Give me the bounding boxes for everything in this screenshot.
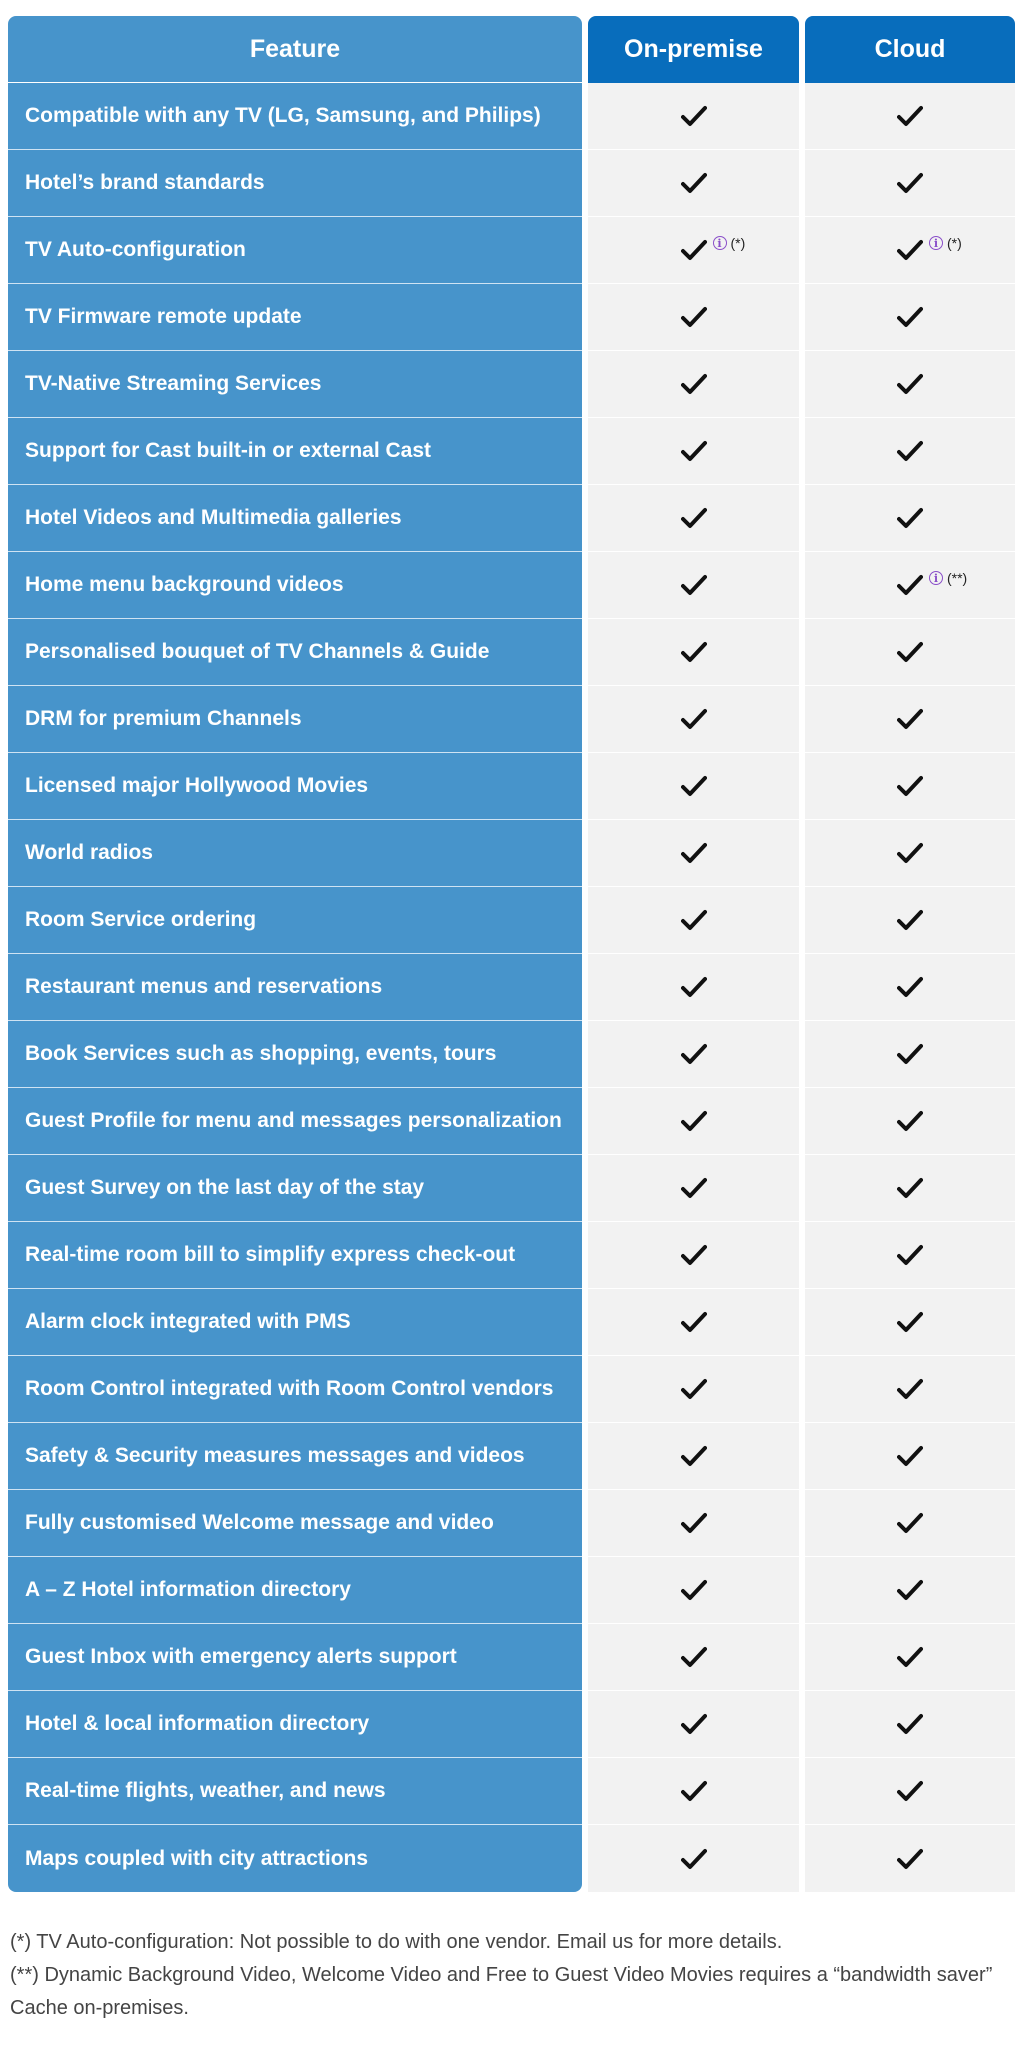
feature-cell: Fully customised Welcome message and video bbox=[8, 1490, 582, 1557]
info-icon: i bbox=[929, 571, 943, 585]
cloud-column bbox=[805, 16, 1015, 1892]
onpremise-cell bbox=[588, 418, 799, 485]
cloud-cell bbox=[805, 418, 1015, 485]
check-icon bbox=[897, 909, 923, 931]
feature-cell: Maps coupled with city attractions bbox=[25, 1846, 369, 1870]
feature-cell: Home menu background videos bbox=[8, 552, 582, 619]
footnote-ref: (**) bbox=[947, 570, 968, 586]
onpremise-header: On-premise bbox=[588, 16, 799, 83]
onpremise-cell bbox=[588, 1624, 799, 1691]
check-icon bbox=[681, 306, 707, 328]
check-icon bbox=[681, 574, 707, 596]
check-icon bbox=[681, 909, 707, 931]
check-icon bbox=[897, 1579, 923, 1601]
feature-column bbox=[8, 16, 582, 1892]
onpremise-cell bbox=[588, 1557, 799, 1624]
check-icon bbox=[681, 1579, 707, 1601]
check-icon bbox=[897, 373, 923, 395]
check-icon bbox=[681, 1780, 707, 1802]
onpremise-cell bbox=[588, 150, 799, 217]
footnote-ref: (*) bbox=[730, 235, 746, 251]
check-icon bbox=[681, 1311, 707, 1333]
feature-header: Feature bbox=[8, 16, 582, 83]
onpremise-cell bbox=[588, 1423, 799, 1490]
feature-cell: Restaurant menus and reservations bbox=[8, 954, 582, 1021]
footnote-marker bbox=[713, 235, 746, 251]
check-icon bbox=[897, 570, 968, 596]
check-icon bbox=[681, 976, 707, 998]
check-icon bbox=[681, 775, 707, 797]
check-icon bbox=[897, 306, 923, 328]
cloud-cell bbox=[805, 887, 1015, 954]
check-icon bbox=[897, 1177, 923, 1199]
cloud-cell bbox=[805, 1758, 1015, 1825]
feature-cell: Alarm clock integrated with PMS bbox=[8, 1289, 582, 1356]
onpremise-cell bbox=[588, 619, 799, 686]
feature-cell: Real-time room bill to simplify express check-out bbox=[8, 1222, 582, 1289]
onpremise-cell bbox=[588, 887, 799, 954]
cloud-cell bbox=[805, 1624, 1015, 1691]
feature-cell: Guest Survey on the last day of the stay bbox=[8, 1155, 582, 1222]
check-icon bbox=[897, 172, 923, 194]
feature-cell: DRM for premium Channels bbox=[8, 686, 582, 753]
cloud-cell bbox=[805, 485, 1015, 552]
check-icon bbox=[897, 440, 923, 462]
check-icon bbox=[897, 1110, 923, 1132]
check-icon bbox=[897, 1244, 923, 1266]
cloud-cell bbox=[805, 954, 1015, 1021]
check-icon bbox=[897, 1311, 923, 1333]
check-icon bbox=[681, 1512, 707, 1534]
check-icon bbox=[681, 105, 707, 127]
cloud-header: Cloud bbox=[805, 16, 1015, 83]
cloud-cell bbox=[805, 820, 1015, 887]
check-icon bbox=[897, 1378, 923, 1400]
check-icon bbox=[897, 708, 923, 730]
feature-cell: Room Service ordering bbox=[8, 887, 582, 954]
check-icon bbox=[897, 105, 923, 127]
check-icon bbox=[897, 1780, 923, 1802]
cloud-cell bbox=[805, 1155, 1015, 1222]
cloud-cell bbox=[805, 351, 1015, 418]
feature-cell: Hotel Videos and Multimedia galleries bbox=[8, 485, 582, 552]
onpremise-cell bbox=[588, 1825, 799, 1892]
feature-cell: A – Z Hotel information directory bbox=[8, 1557, 582, 1624]
check-icon bbox=[897, 1043, 923, 1065]
cloud-cell bbox=[805, 1021, 1015, 1088]
footnote-marker bbox=[929, 235, 962, 251]
onpremise-cell bbox=[588, 1691, 799, 1758]
cloud-cell bbox=[805, 1423, 1015, 1490]
check-icon bbox=[897, 641, 923, 663]
check-icon bbox=[681, 1177, 707, 1199]
check-icon bbox=[897, 235, 962, 261]
onpremise-cell bbox=[588, 552, 799, 619]
feature-cell: Hotel & local information directory bbox=[8, 1691, 582, 1758]
check-icon bbox=[681, 842, 707, 864]
check-icon bbox=[681, 373, 707, 395]
feature-cell: Room Control integrated with Room Control vendors bbox=[8, 1356, 582, 1423]
onpremise-cell bbox=[588, 1490, 799, 1557]
check-icon bbox=[681, 1646, 707, 1668]
check-icon bbox=[681, 1378, 707, 1400]
footnote-auto-configuration: (*) TV Auto-configuration: Not possible to do with one vendor. Email us for more details. bbox=[10, 1931, 783, 1953]
onpremise-cell bbox=[588, 351, 799, 418]
feature-cell: Guest Profile for menu and messages personalization bbox=[8, 1088, 582, 1155]
cloud-cell bbox=[805, 1490, 1015, 1557]
feature-cell: Support for Cast built-in or external Cast bbox=[8, 418, 582, 485]
check-icon bbox=[897, 1713, 923, 1735]
check-icon bbox=[681, 1043, 707, 1065]
footnote-marker bbox=[929, 570, 967, 586]
cloud-cell bbox=[805, 1825, 1015, 1892]
info-icon: i bbox=[929, 236, 943, 250]
onpremise-cell bbox=[588, 1758, 799, 1825]
onpremise-cell bbox=[588, 1222, 799, 1289]
feature-cell: Book Services such as shopping, events, tours bbox=[8, 1021, 582, 1088]
check-icon bbox=[681, 708, 707, 730]
footnote-ref: (*) bbox=[947, 235, 962, 251]
check-icon bbox=[897, 1512, 923, 1534]
check-icon bbox=[681, 440, 707, 462]
check-icon bbox=[897, 842, 923, 864]
check-icon bbox=[681, 641, 707, 663]
check-icon bbox=[681, 1244, 707, 1266]
cloud-cell bbox=[805, 150, 1015, 217]
onpremise-cell bbox=[588, 485, 799, 552]
check-icon bbox=[897, 1445, 923, 1467]
onpremise-cell bbox=[588, 217, 799, 284]
feature-cell: Hotel’s brand standards bbox=[8, 150, 582, 217]
check-icon bbox=[681, 172, 707, 194]
check-icon bbox=[897, 1646, 923, 1668]
cloud-cell bbox=[805, 1222, 1015, 1289]
feature-cell: World radios bbox=[8, 820, 582, 887]
onpremise-cell bbox=[588, 820, 799, 887]
cloud-cell bbox=[805, 552, 1015, 619]
footnote-bandwidth-saver: (**) Dynamic Background Video, Welcome Video and Free to Guest Video Movies requires a “bandwidth saver” Cache on-premises. bbox=[10, 1964, 993, 2019]
cloud-cell bbox=[805, 83, 1015, 150]
footnotes bbox=[10, 1926, 1000, 2025]
check-icon bbox=[897, 976, 923, 998]
onpremise-cell bbox=[588, 1088, 799, 1155]
onpremise-cell bbox=[588, 1021, 799, 1088]
cloud-cell bbox=[805, 753, 1015, 820]
feature-cell: TV Firmware remote update bbox=[8, 284, 582, 351]
feature-cell: TV Auto-configuration bbox=[8, 217, 582, 284]
onpremise-cell bbox=[588, 1356, 799, 1423]
check-icon bbox=[681, 1713, 707, 1735]
check-icon bbox=[897, 507, 923, 529]
cloud-cell bbox=[805, 686, 1015, 753]
check-icon bbox=[681, 1110, 707, 1132]
cloud-cell bbox=[805, 619, 1015, 686]
feature-cell: Guest Inbox with emergency alerts support bbox=[8, 1624, 582, 1691]
cloud-cell bbox=[805, 1356, 1015, 1423]
onpremise-cell bbox=[588, 83, 799, 150]
feature-cell: Safety & Security measures messages and videos bbox=[8, 1423, 582, 1490]
onpremise-cell bbox=[588, 284, 799, 351]
check-icon bbox=[681, 507, 707, 529]
comparison-table bbox=[8, 16, 1015, 1892]
check-icon bbox=[681, 1445, 707, 1467]
cloud-cell bbox=[805, 1289, 1015, 1356]
onpremise-cell bbox=[588, 753, 799, 820]
feature-cell: TV-Native Streaming Services bbox=[8, 351, 582, 418]
onpremise-cell bbox=[588, 1155, 799, 1222]
onpremise-cell bbox=[588, 686, 799, 753]
feature-cell: Licensed major Hollywood Movies bbox=[8, 753, 582, 820]
cloud-cell bbox=[805, 1088, 1015, 1155]
feature-cell: Personalised bouquet of TV Channels & Guide bbox=[8, 619, 582, 686]
info-icon: i bbox=[713, 236, 727, 250]
check-icon bbox=[681, 1848, 707, 1870]
check-icon bbox=[897, 775, 923, 797]
feature-cell: Compatible with any TV (LG, Samsung, and Philips) bbox=[8, 83, 582, 150]
cloud-cell bbox=[805, 1557, 1015, 1624]
cloud-cell bbox=[805, 284, 1015, 351]
cloud-cell bbox=[805, 217, 1015, 284]
onpremise-column bbox=[588, 16, 799, 1892]
onpremise-cell bbox=[588, 954, 799, 1021]
cloud-cell bbox=[805, 1691, 1015, 1758]
check-icon bbox=[681, 235, 746, 261]
check-icon bbox=[897, 1848, 923, 1870]
feature-cell: Real-time flights, weather, and news bbox=[8, 1758, 582, 1825]
onpremise-cell bbox=[588, 1289, 799, 1356]
